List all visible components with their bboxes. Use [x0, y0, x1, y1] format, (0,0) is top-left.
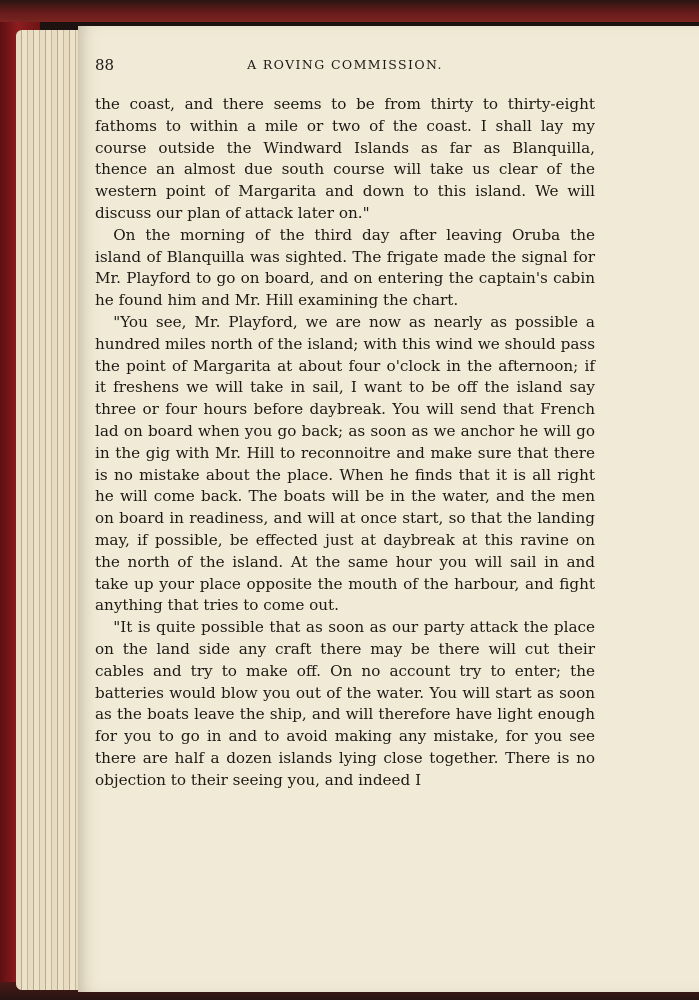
book-cover-top-edge — [0, 0, 699, 22]
paragraph: "You see, Mr. Playford, we are now as nearly as possible a hundred miles north of the island; with this wind we should pass the point of Margarita at about four o'clock in the afternoon; if it freshens we will take in sail, I want to be off the island say three or four hours before daybreak. You will send that French lad on board when you go back; as soon as we anchor he will go in the gig with Mr. Hill to reconnoitre and make sure that there is no mistake about the place. When he finds that it is all right he will come back. The boats will be in the water, and the men on board in readiness, and will at once start, so that the landing may, if possible, be effected just at daybreak at this ravine on the north of the island. At the same hour you will sail in and take up your place opposite the mouth of the harbour, and fight anything that tries to come out. — [95, 312, 595, 615]
paragraph: On the morning of the third day after leaving Oruba the island of Blanquilla was sighted. The frigate made the signal for Mr. Playford to go on board, and on entering the captain's cabin he found him and Mr. Hill examining the chart. — [95, 225, 595, 310]
running-head — [95, 56, 595, 78]
page-edges — [16, 30, 80, 990]
paragraph: the coast, and there seems to be from thirty to thirty-eight fathoms to within a mile or two of the coast. I shall lay my course outside the Windward Islands as far as Blanquilla, thence an almost due south course will take us clear of the western point of Margarita and down to this island. We will discuss our plan of attack later on." — [95, 95, 595, 222]
running-title: A ROVING COMMISSION. — [247, 57, 443, 72]
paragraph: "It is quite possible that as soon as our party attack the place on the land side any craft there may be there will cut their cables and try to make off. On no account try to enter; the batteries would blow you out of the water. You will start as soon as the boats leave the ship, and will therefore have light enough for you to go in and to avoid making any mistake, for you see there are half a dozen islands lying close together. There is no objection to their seeing you, and indeed I — [95, 618, 595, 789]
page-content — [95, 56, 595, 792]
body-text — [95, 94, 595, 792]
page-number: 88 — [95, 56, 115, 74]
